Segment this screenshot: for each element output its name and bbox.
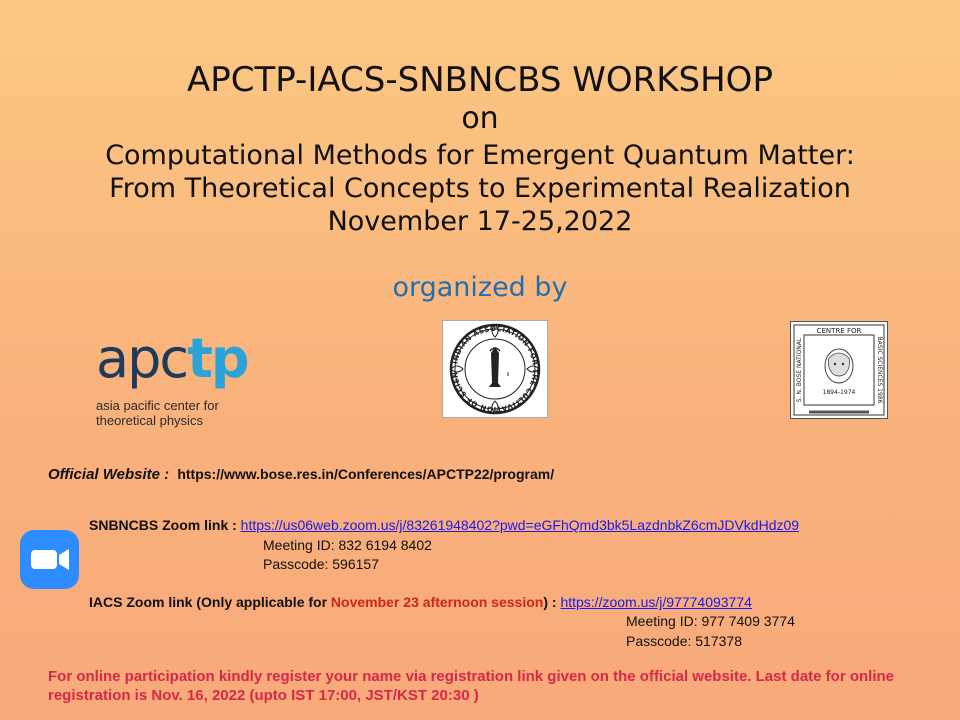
- snbncbs-zoom-link[interactable]: https://us06web.zoom.us/j/83261948402?pwd=eGFhQmd3bk5LazdnbkZ6cmJDVkdHdz09: [240, 517, 800, 533]
- svg-text:S. N. BOSE NATIONAL: S. N. BOSE NATIONAL: [796, 337, 803, 403]
- apctp-subtitle-line1: asia pacific center for: [96, 398, 219, 413]
- snbncbs-logo-icon: [791, 322, 887, 418]
- apctp-logo: [96, 327, 248, 428]
- official-website-label: Official Website :: [48, 466, 170, 483]
- apctp-wordmark: [96, 327, 248, 390]
- apctp-wordmark-right: tp: [187, 327, 248, 390]
- apctp-wordmark-left: apc: [96, 327, 188, 390]
- official-website-url[interactable]: https://www.bose.res.in/Conferences/APCTP22/program/: [177, 466, 555, 482]
- iacs-meeting-id: Meeting ID: 977 7409 3774: [626, 613, 795, 629]
- iacs-zoom-label-pre: IACS Zoom link (Only applicable for: [89, 594, 331, 610]
- title-on: on: [461, 101, 499, 136]
- iacs-logo: [442, 320, 548, 418]
- snbncbs-passcode: Passcode: 596157: [263, 556, 379, 572]
- workshop-subtitle-2: From Theoretical Concepts to Experimental Realization: [109, 173, 851, 204]
- workshop-title: APCTP-IACS-SNBNCBS WORKSHOP: [187, 60, 773, 100]
- iacs-passcode: Passcode: 517378: [626, 633, 742, 649]
- snbncbs-meeting-id: Meeting ID: 832 6194 8402: [263, 537, 432, 553]
- svg-text:CENTRE FOR: CENTRE FOR: [816, 327, 862, 335]
- organized-by-label: organized by: [392, 272, 568, 303]
- iacs-session-highlight: November 23 afternoon session: [330, 594, 544, 610]
- iacs-zoom-label-post: ) :: [543, 594, 557, 610]
- svg-text:1894-1974: 1894-1974: [822, 389, 856, 396]
- snbncbs-logo: [790, 321, 888, 419]
- zoom-video-icon: [20, 530, 79, 589]
- svg-text:॥: ॥: [506, 371, 510, 378]
- svg-text:INDIAN ASSOCIATION FOR THE CUL: INDIAN ASSOCIATION FOR THE CULTIVATION OF SCIEN: [451, 324, 540, 414]
- snbncbs-zoom-line: [89, 516, 799, 535]
- iacs-zoom-link[interactable]: https://zoom.us/j/97774093774: [560, 594, 752, 610]
- registration-note: For online participation kindly register your name via registration link given on the official website. Last date for online registration is Nov. 16, 2022 (upto IST 17:00, JST/KST 20:30 ): [48, 668, 894, 704]
- apctp-subtitle: [96, 398, 226, 428]
- snbncbs-zoom-label: SNBNCBS Zoom link :: [89, 517, 237, 533]
- official-website: [48, 466, 554, 483]
- svg-text:BASIC SCIENCES 1986: BASIC SCIENCES 1986: [876, 336, 883, 404]
- apctp-subtitle-line2: theoretical physics: [96, 413, 203, 428]
- iacs-seal-icon: [443, 321, 547, 417]
- workshop-dates: November 17-25,2022: [327, 206, 633, 237]
- iacs-zoom-line: [89, 593, 752, 612]
- workshop-subtitle-1: Computational Methods for Emergent Quantum Matter:: [105, 140, 855, 171]
